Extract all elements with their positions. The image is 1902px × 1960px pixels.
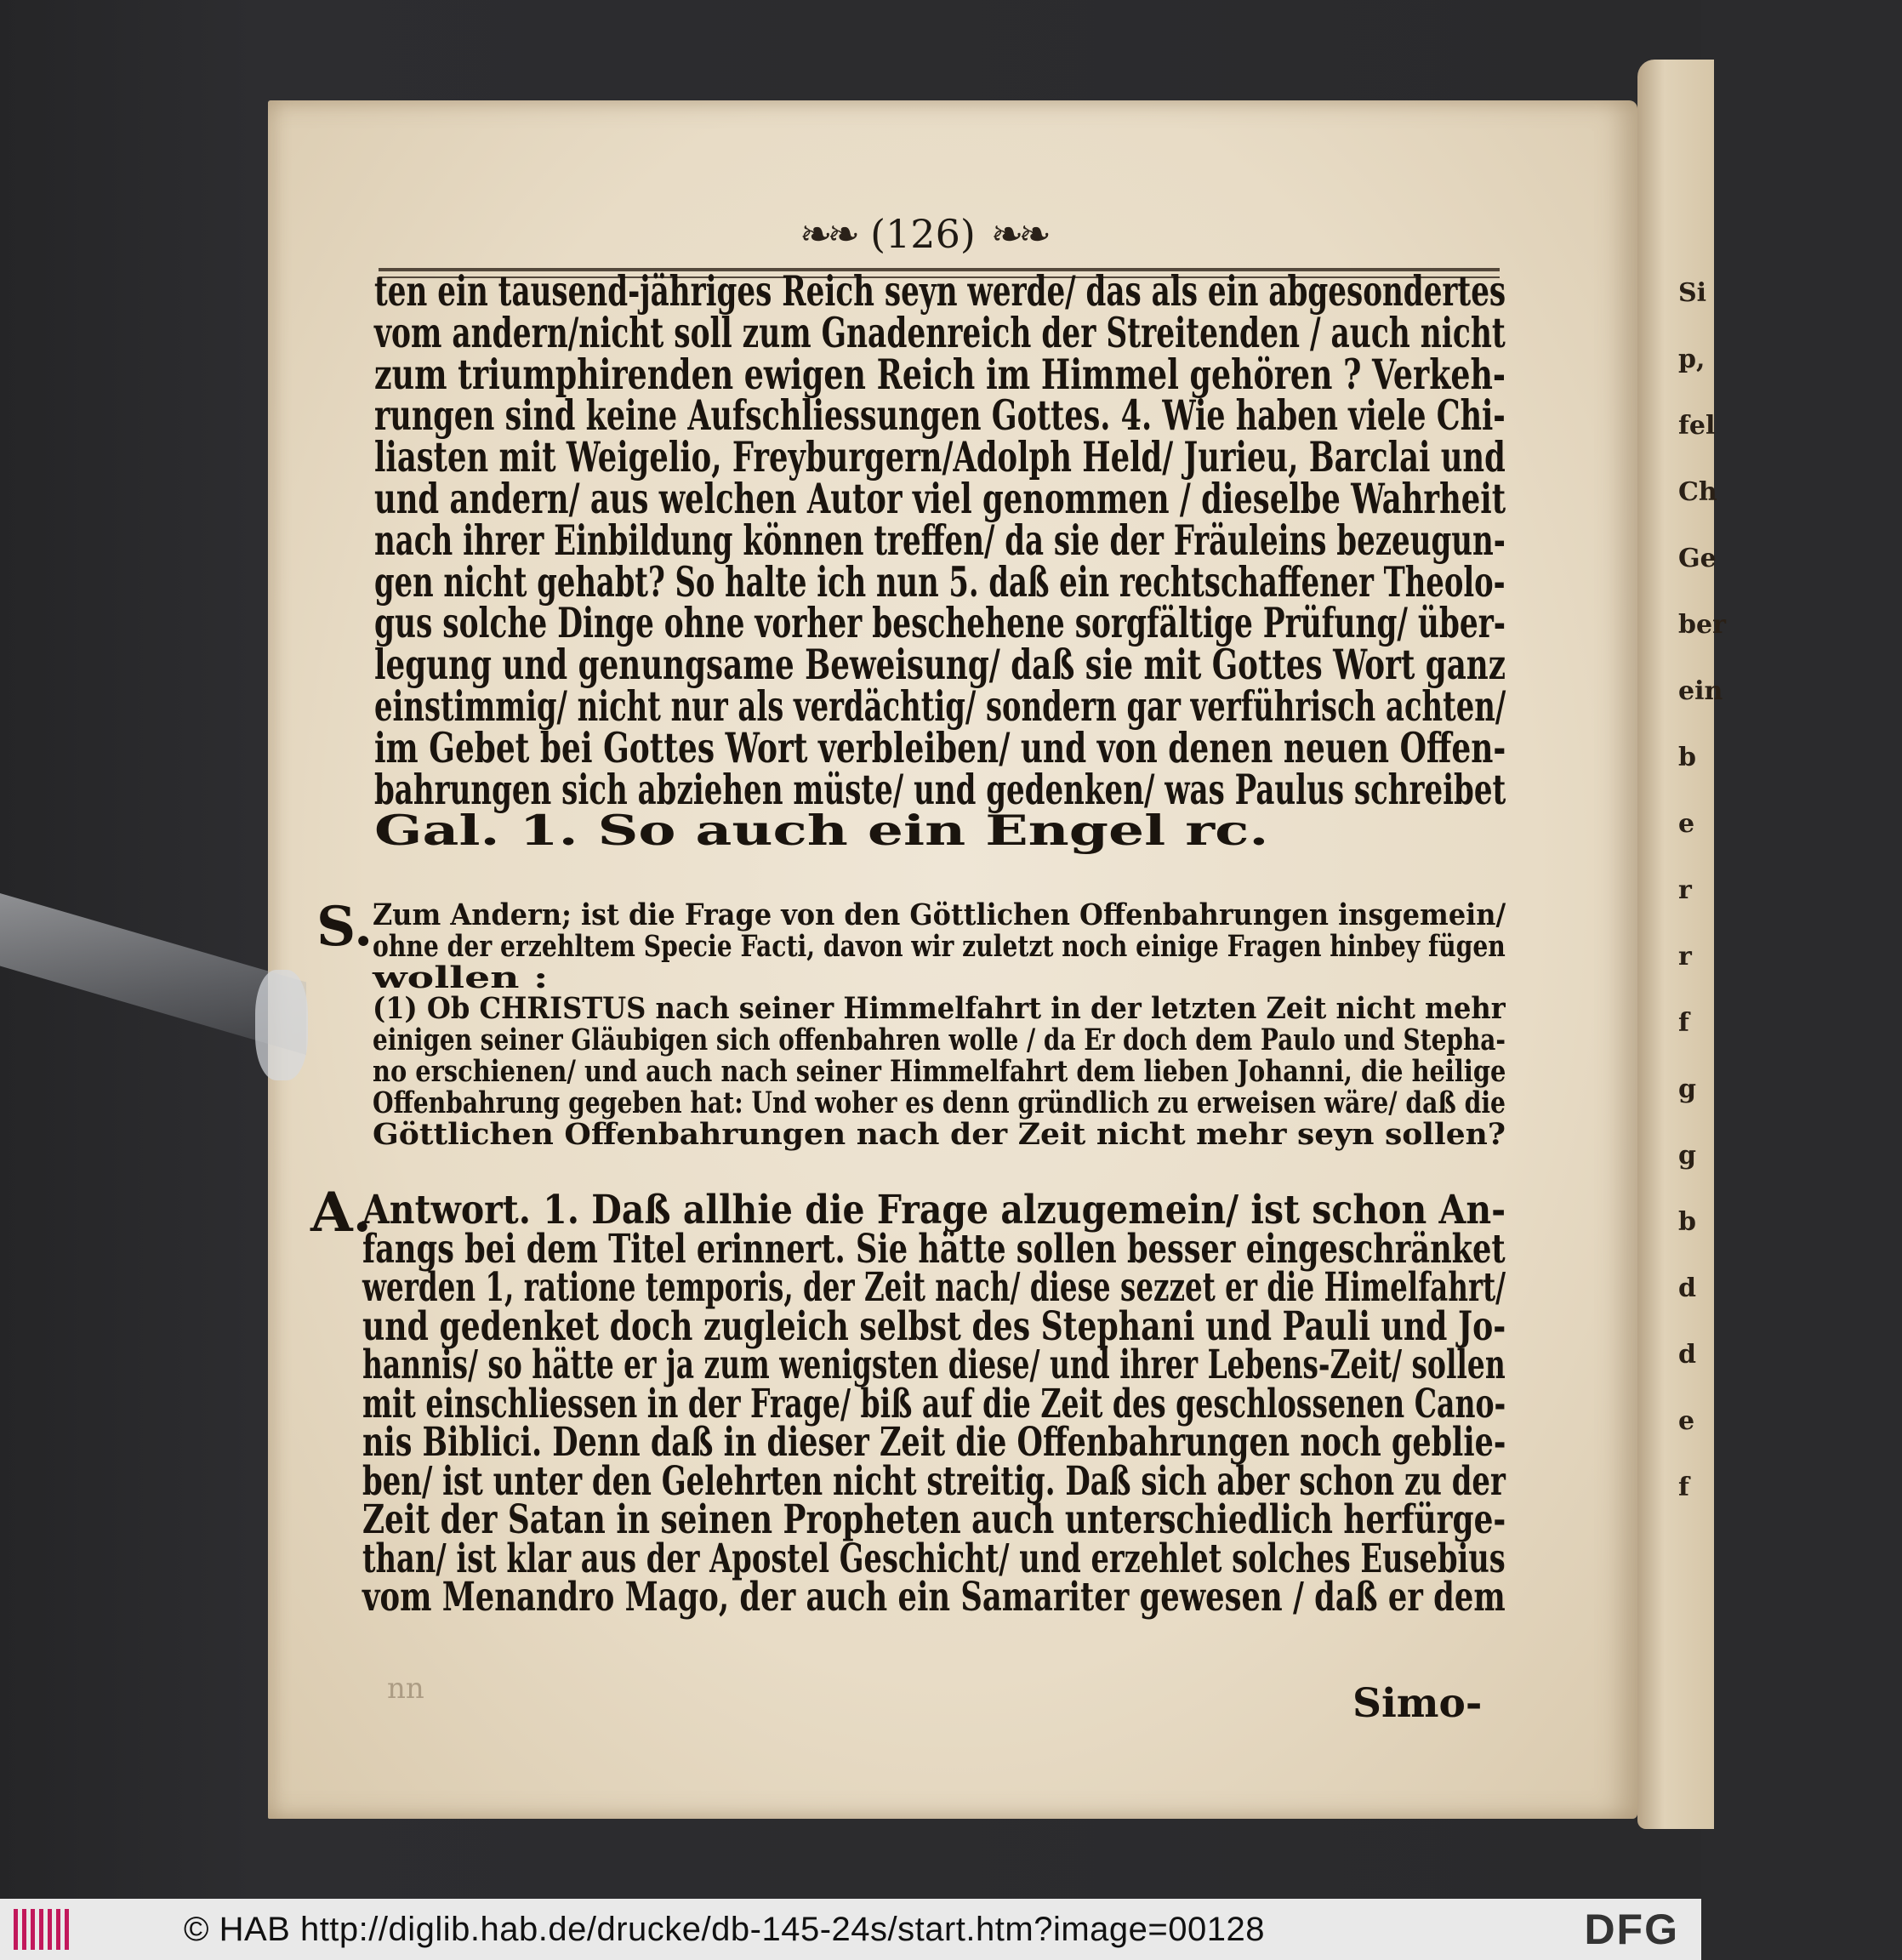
hab-barcode-icon [14,1909,73,1950]
ornament-left-icon: ❧❧ [800,211,856,257]
facing-page-fragment: e [1678,809,1695,839]
text-line: ten ein tausend-jähriges Reich seyn werde/ das als ein abgesondertes [374,266,1506,316]
facing-page-fragment: g [1678,1074,1696,1104]
facing-page-fragment: f [1678,1473,1689,1502]
facing-page-fragment: r [1678,942,1692,971]
facing-page-fragment: g [1678,1141,1696,1171]
text-line: gen nicht gehabt? So halte ich nun 5. daß ein rechtschaffener Theolo- [374,556,1506,607]
answer-line: nis Biblici. Denn daß in dieser Zeit die Offenbahrungen noch geblie- [362,1419,1506,1466]
text-line: und andern/ aus welchen Autor viel genommen / dieselbe Wahrheit [374,473,1506,523]
footer-credit[interactable]: © HAB http://diglib.hab.de/drucke/db-145-24s/start.htm?image=00128 [184,1910,1265,1948]
text-line: liasten mit Weigelio, Freyburgern/Adolph Held/ Jurieu, Barclai und [374,432,1506,482]
question-line: Zum Andern; ist die Frage von den Göttlichen Offenbahrungen insgemein/ [373,897,1506,932]
ornament-right-icon: ❧❧ [990,211,1046,257]
facing-page-fragment: Ge [1678,544,1717,573]
facing-page-fragment: Ch [1678,477,1717,507]
question-line: wollen : [373,960,549,995]
text-line: zum triumphirenden ewigen Reich im Himmel gehören ? Verkeh- [374,349,1506,399]
text-line: vom andern/nicht soll zum Gnadenreich der Streitenden / auch nicht [374,307,1506,357]
question-line: no erschienen/ und auch nach seiner Himmelfahrt dem lieben Johanni, die heilige [373,1053,1506,1089]
facing-page-fragment: b [1678,743,1696,772]
question-line: Offenbahrung gegeben hat: Und woher es denn gründlich zu erweisen wäre/ daß die [373,1085,1506,1120]
text-line: legung und genungsame Beweisung/ daß sie mit Gottes Wort ganz [374,640,1506,690]
question-line: einigen seiner Gläubigen sich offenbahren wolle / da Er doch dem Paulo und Stepha- [373,1023,1506,1058]
text-line: im Gebet bei Gottes Wort verbleiben/ und von denen neuen Offen- [374,722,1506,772]
answer-line: Antwort. 1. Daß allhie die Frage alzugemein/ ist schon An- [362,1187,1506,1234]
facing-page-fragment: p, [1678,345,1706,374]
text-line: gus solche Dinge ohne vorher beschehene sorgfältige Prüfung/ über- [374,598,1506,648]
dfg-logo: DFG [1584,1906,1679,1953]
answer-line: than/ ist klar aus der Apostel Geschicht/ und erzehlet solches Eusebius [362,1535,1506,1582]
answer-line: ben/ ist unter den Gelehrten nicht streitig. Daß sich aber schon zu der [362,1457,1506,1505]
facing-page-fragment: ein [1678,676,1723,706]
facing-page-fragment: Si [1678,278,1707,308]
ribbon-tip [255,970,308,1080]
question-line: Göttlichen Offenbahrungen nach der Zeit nicht mehr seyn sollen? [373,1116,1506,1152]
answer-paragraph [362,1187,1506,1621]
answer-marker: A. [310,1181,372,1245]
facing-page-fragment: b [1678,1207,1696,1237]
text-line: rungen sind keine Aufschliessungen Gottes. 4. Wie haben viele Chi- [374,390,1506,441]
bleedthrough-text: nn [387,1672,424,1706]
answer-line: vom Menandro Mago, der auch ein Samariter gewesen / daß er dem [362,1574,1506,1621]
text-line: bahrungen sich abziehen müste/ und gedenken/ was Paulus schreibet [374,764,1506,814]
facing-page-fragment: d [1678,1340,1696,1370]
facing-page-fragment: f [1678,1008,1689,1038]
answer-line: mit einschliessen in der Frage/ biß auf die Zeit des geschlossenen Cano- [362,1380,1506,1427]
question-paragraph [373,897,1506,1152]
page-number: (126) [870,211,976,257]
footer-bar [0,1899,1701,1960]
catchword: Simo- [1352,1680,1483,1727]
text-line: nach ihrer Einbildung können treffen/ da sie der Fräuleins bezeugun- [374,515,1506,565]
question-line: ohne der erzehltem Specie Facti, davon wir zuletzt noch einige Fragen hinbey fügen [373,928,1506,964]
answer-line: fangs bei dem Titel erinnert. Sie hätte sollen besser eingeschränket [362,1225,1506,1273]
facing-page-fragment: ber [1678,610,1726,640]
facing-page-fragment: r [1678,875,1692,905]
answer-line: Zeit der Satan in seinen Propheten auch unterschiedlich herfürge- [362,1496,1506,1543]
answer-line: werden 1, ratione temporis, der Zeit nach/ diese sezzet er die Himelfahrt/ [362,1264,1506,1311]
question-line: (1) Ob CHRISTUS nach seiner Himmelfahrt in der letzten Zeit nicht mehr [373,991,1506,1027]
question-marker: S. [316,895,373,959]
answer-line: und gedenket doch zugleich selbst des Stephani und Pauli und Jo- [362,1302,1506,1350]
facing-page-fragment: fel [1678,411,1716,441]
answer-line: hannis/ so hätte er ja zum wenigsten diese/ und ihrer Lebens-Zeit/ sollen [362,1342,1506,1388]
page-header [800,208,1046,259]
text-line: Gal. 1. So auch ein Engel rc. [374,806,1269,856]
facing-page-fragment: e [1678,1406,1695,1436]
facing-page-fragment: d [1678,1273,1696,1303]
facing-page-edge [1637,60,1726,1829]
paragraph-1 [374,266,1506,856]
text-line: einstimmig/ nicht nur als verdächtig/ sondern gar verführisch achten/ [374,681,1506,731]
